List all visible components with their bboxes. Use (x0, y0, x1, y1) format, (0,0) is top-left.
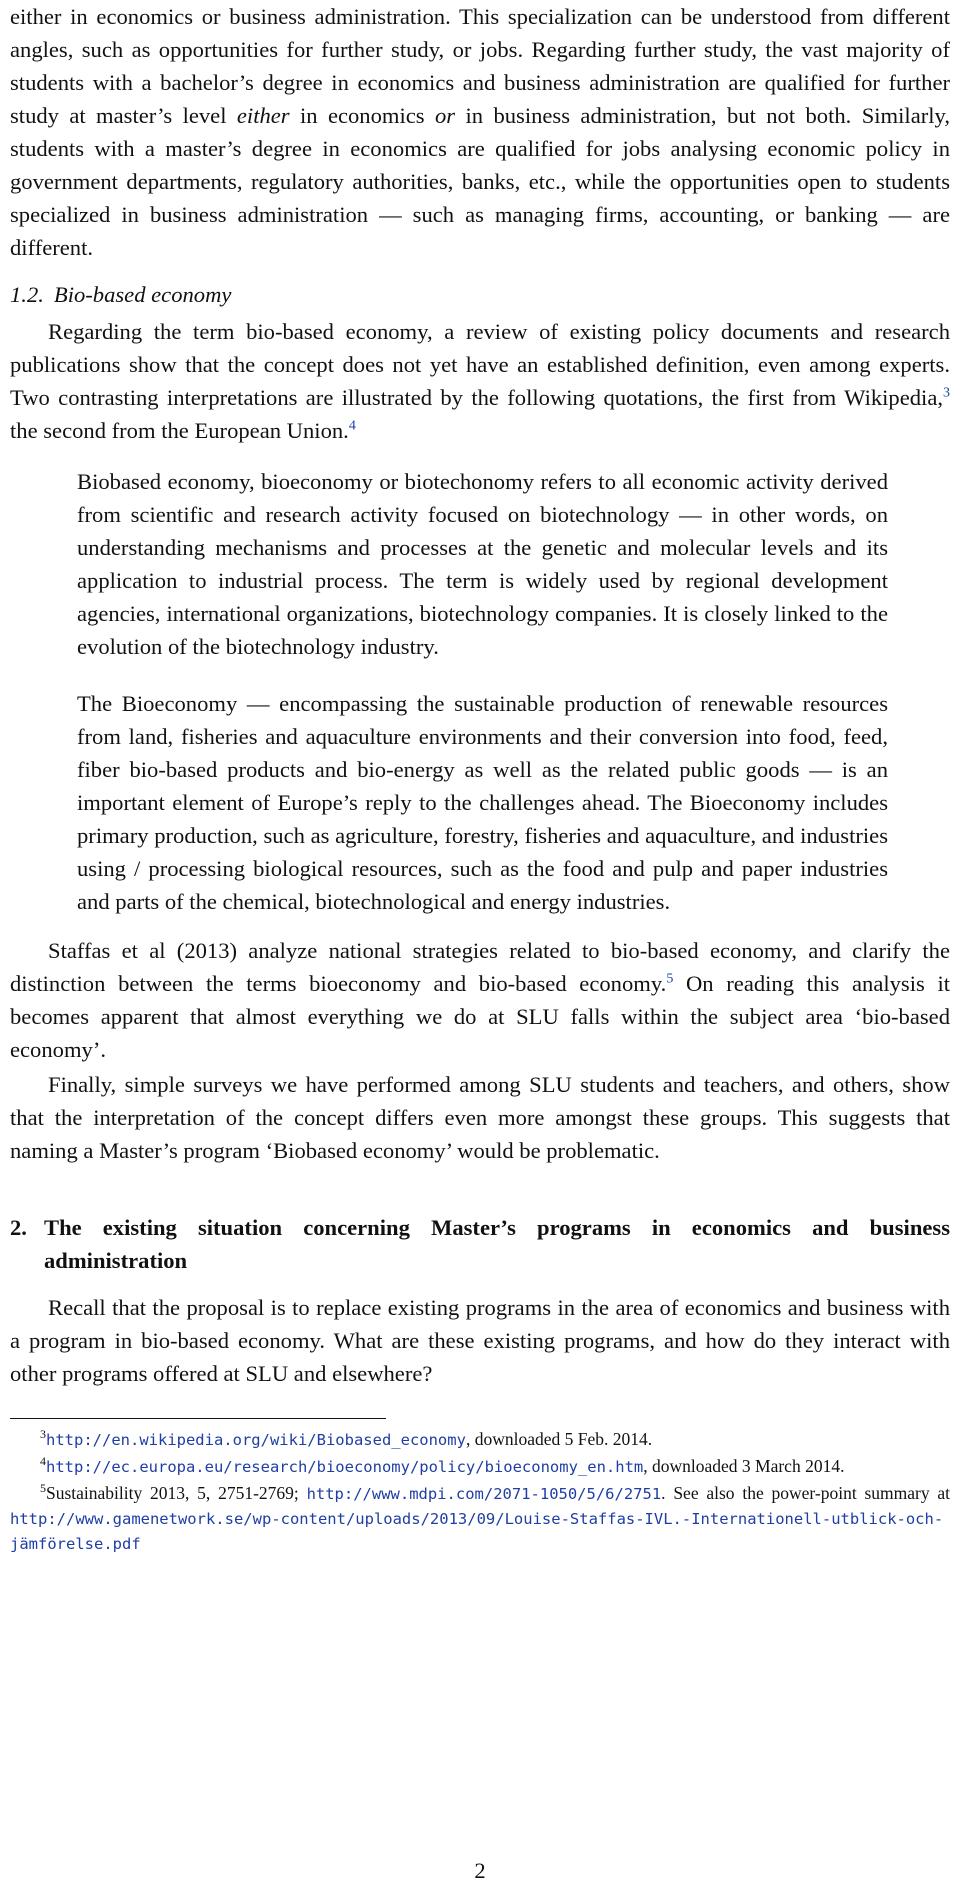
intro-text-mid: in economics (289, 103, 435, 128)
footnote-3 (10, 1427, 950, 1452)
page-number: 2 (474, 1858, 486, 1883)
staffas-paragraph (10, 934, 950, 1066)
footnote-mark-4: 4 (40, 1454, 46, 1469)
subsection-heading (10, 278, 950, 311)
footnote-ref-4[interactable]: 4 (348, 418, 356, 434)
footnote-ref-5[interactable]: 5 (666, 971, 674, 987)
bio-text-2: the second from the European Union. (10, 418, 349, 443)
footnote-3-link[interactable]: http://en.wikipedia.org/wiki/Biobased_economy (46, 1431, 466, 1449)
intro-text-rest: in business administration, but not both. Similarly, students with a master’s degree in economics are qualified for jobs analysing economic policy in government departments, regulatory authorities, banks, etc., while the opportunities open to students specialized in business administration — such as managing firms, accounting, or banking — are different. (10, 103, 950, 260)
section-number: 2. (10, 1215, 27, 1240)
subsection-title: Bio-based economy (53, 282, 232, 307)
footnote-mark-5: 5 (40, 1481, 46, 1496)
bio-text: Regarding the term bio-based economy, a review of existing policy documents and research publications show that the concept does not yet have an established definition, even among experts. Two contrasting interpretations are illustrated by the following quotations, the first from Wikipedia, (10, 319, 950, 410)
quote-wikipedia: Biobased economy, bioeconomy or biotechonomy refers to all economic activity derived from scientific and research activity focused on biotechnology — in other words, on understanding mechanisms and processes at the genetic and molecular levels and its application to industrial process. The term is widely used by regional development agencies, international organizations, biotechnology companies. It is closely linked to the evolution of the biotechnology industry. (77, 469, 888, 659)
footnote-3-text: , downloaded 5 Feb. 2014. (465, 1429, 653, 1449)
footnote-4-link[interactable]: http://ec.europa.eu/research/bioeconomy/policy/bioeconomy_en.htm (46, 1458, 644, 1476)
section-heading (10, 1211, 950, 1277)
footnote-ref-3[interactable]: 3 (943, 385, 950, 401)
footnote-divider (10, 1418, 386, 1419)
intro-emphasis-either: either (236, 103, 290, 128)
footnote-4 (10, 1454, 950, 1479)
footnote-4-text: , downloaded 3 March 2014. (643, 1456, 845, 1476)
staffas-text: Staffas et al (2013) analyze national strategies related to bio-based economy, and clarify the distinction between the terms bioeconomy and bio-based economy. (10, 938, 950, 996)
bio-paragraph (10, 315, 950, 447)
quotations (77, 465, 888, 918)
footnote-5-text: Sustainability 2013, 5, 2751-2769; (46, 1483, 307, 1503)
document-page (10, 0, 950, 1556)
intro-text: either in economics or business administration. This specialization can be understood from different angles, such as opportunities for further study, or jobs. Regarding further study, the vast majority of students with a bachelor’s degree in economics and business administration are qualified for further study at master’s level (10, 4, 950, 128)
footnote-5-link-gamenetwork[interactable]: http://www.gamenetwork.se/wp-content/uploads/2013/09/Louise-Staffas-IVL.-Internationell-utblick-och-jämförelse.pdf (10, 1510, 944, 1553)
footnote-5-text-mid: . See also the power-point summary at (661, 1483, 950, 1503)
footnotes (10, 1427, 950, 1556)
intro-paragraph (10, 0, 950, 264)
staffas-text-2: On reading this analysis it becomes apparent that almost everything we do at SLU falls within the subject area ‘bio-based economy’. (10, 971, 951, 1062)
intro-emphasis-or: or (434, 103, 456, 128)
footnote-5 (10, 1481, 950, 1556)
subsection-number: 1.2. (10, 282, 44, 307)
footnote-5-link-mdpi[interactable]: http://www.mdpi.com/2071-1050/5/6/2751 (306, 1485, 662, 1503)
surveys-paragraph: Finally, simple surveys we have performed among SLU students and teachers, and others, show that the interpretation of the concept differs even more amongst these groups. This suggests that naming a Master’s program ‘Biobased economy’ would be problematic. (10, 1072, 950, 1163)
section2-paragraph: Recall that the proposal is to replace existing programs in the area of economics and business with a program in bio-based economy. What are these existing programs, and how do they interact with other programs offered at SLU and elsewhere? (10, 1295, 950, 1386)
quote-european-union: The Bioeconomy — encompassing the sustainable production of renewable resources from land, fisheries and aquaculture environments and their conversion into food, feed, fiber bio-based products and bio-energy as well as the related public goods — is an important element of Europe’s reply to the challenges ahead. The Bioeconomy includes primary production, such as agriculture, forestry, fisheries and aquaculture, and industries using / processing biological resources, such as the food and pulp and paper industries and parts of the chemical, biotechnological and energy industries. (77, 691, 888, 914)
section-title: The existing situation concerning Master’s programs in economics and business administration (44, 1215, 950, 1273)
footnote-mark-3: 3 (40, 1427, 46, 1442)
